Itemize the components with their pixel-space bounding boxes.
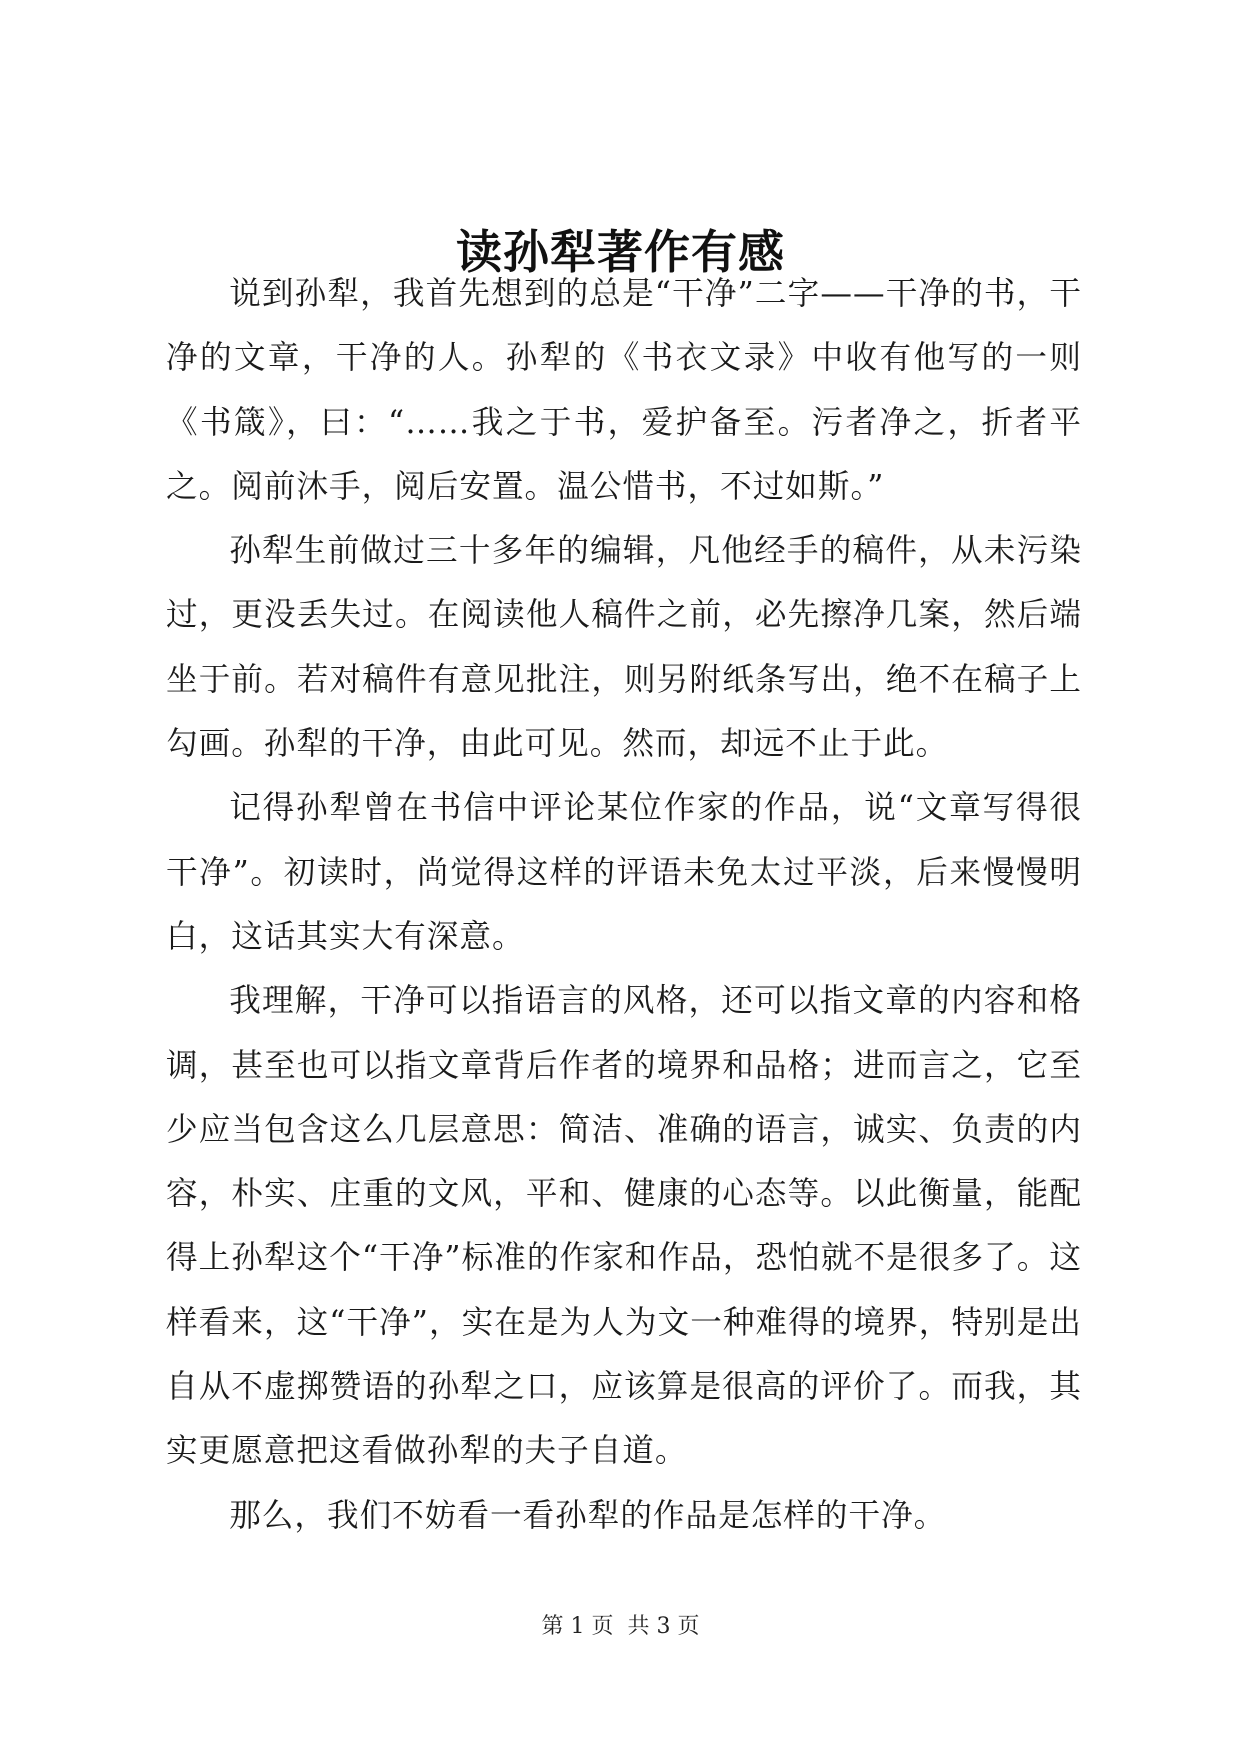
paragraph-3: 记得孙犁曾在书信中评论某位作家的作品，说“文章写得很干净”。初读时，尚觉得这样的评语未免太过平淡，后来慢慢明白，这话其实大有深意。	[166, 790, 1082, 955]
page-number-label: 第 1 页 共 3 页	[541, 1614, 700, 1639]
page-footer	[0, 1612, 1241, 1642]
document-title: 读孙犁著作有感	[456, 225, 785, 279]
paragraph-2: 孙犁生前做过三十多年的编辑，凡他经手的稿件，从未污染过，更没丢失过。在阅读他人稿件之前，必先擦净几案，然后端坐于前。若对稿件有意见批注，则另附纸条写出，绝不在稿子上勾画。孙犁的干净，由此可见。然而，却远不止于此。	[166, 533, 1082, 763]
paragraph-4: 我理解，干净可以指语言的风格，还可以指文章的内容和格调，甚至也可以指文章背后作者的境界和品格；进而言之，它至少应当包含这么几层意思：简洁、准确的语言，诚实、负责的内容，朴实、庄重的文风，平和、健康的心态等。以此衡量，能配得上孙犁这个“干净”标准的作家和作品，恐怕就不是很多了。这样看来，这“干净”，实在是为人为文一种难得的境界，特别是出自从不虚掷赞语的孙犁之口，应该算是很高的评价了。而我，其实更愿意把这看做孙犁的夫子自道。	[166, 983, 1082, 1470]
paragraph-1: 说到孙犁，我首先想到的总是“干净”二字——干净的书，干净的文章，干净的人。孙犁的《书衣文录》中收有他写的一则《书箴》，曰：“……我之于书，爱护备至。污者净之，折者平之。阅前沐手，阅后安置。温公惜书，不过如斯。”	[166, 276, 1082, 505]
paragraph-5: 那么，我们不妨看一看孙犁的作品是怎样的干净。	[229, 1497, 947, 1534]
document-body	[166, 262, 1082, 1548]
